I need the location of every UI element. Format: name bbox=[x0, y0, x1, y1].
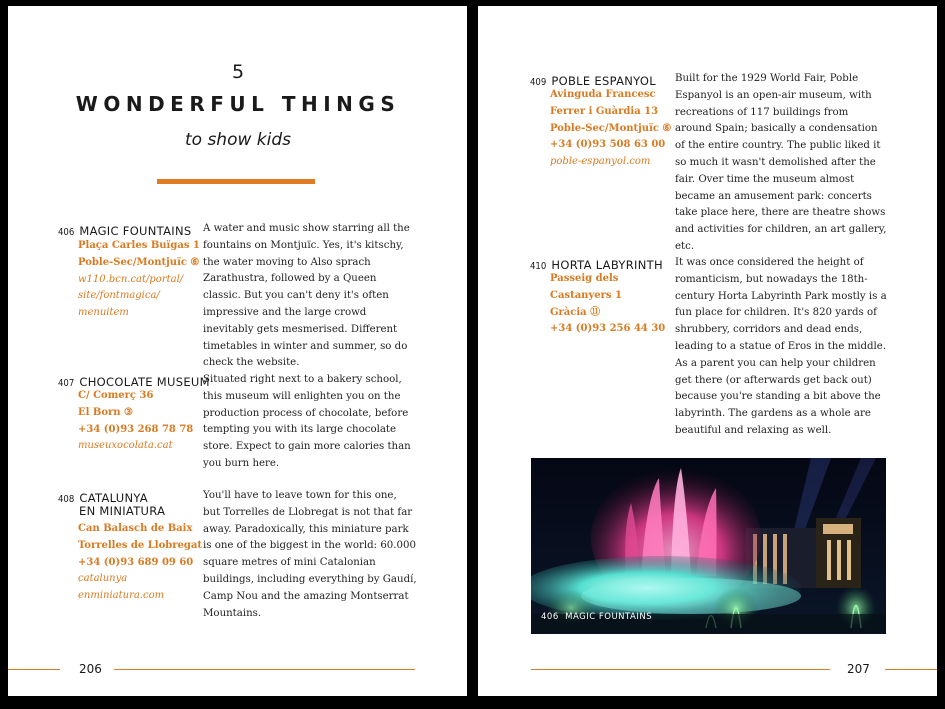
website-link[interactable]: poble-espanyol.com bbox=[550, 156, 651, 168]
entry-407-info bbox=[78, 388, 198, 455]
caption-text: MAGIC FOUNTAINS bbox=[565, 612, 653, 622]
entry-name: CATALUNYA bbox=[79, 491, 148, 505]
entry-410-info bbox=[550, 271, 672, 338]
entry-407-description: Situated right next to a bakery school, this museum will enlighten you on the production process of chocolate, before tempting you with its large chocolate store. Expect to gain more calories than you burn here. bbox=[203, 374, 411, 469]
address-line: Poble-Sec/Montjuïc ⑥ bbox=[78, 256, 200, 268]
address-line: Gràcia ⑪ bbox=[550, 306, 601, 318]
phone-number: +34 (0)93 508 63 00 bbox=[550, 139, 666, 151]
website-link[interactable]: museuxocolata.cat bbox=[78, 440, 173, 452]
entry-406-info bbox=[78, 238, 198, 322]
address-line: Passeig dels bbox=[550, 273, 619, 284]
entry-406-header bbox=[58, 220, 191, 239]
entry-name: HORTA LABYRINTH bbox=[551, 258, 663, 272]
entry-408-info bbox=[78, 521, 200, 605]
entry-number: 406 bbox=[58, 227, 75, 238]
phone-number: +34 (0)93 689 09 60 bbox=[78, 556, 194, 568]
photo-caption bbox=[541, 612, 652, 622]
page-number-left: 206 bbox=[79, 662, 102, 676]
entry-number: 407 bbox=[58, 378, 75, 389]
entry-409-description: Built for the 1929 World Fair, Poble Espanyol is an open-air museum, with recreations of 117 buildings from around Spain; basically a condensation of the entire country. The public liked it so much it wasn't demolished after the fair. Over time the museum almost became an amusement park: concerts take place here, there are theatre shows and activities for children, an art gallery, etc. bbox=[675, 73, 887, 252]
entry-name: CHOCOLATE MUSEUM bbox=[79, 375, 210, 389]
hero-underline bbox=[157, 179, 315, 184]
entry-number: 409 bbox=[530, 77, 547, 88]
website-link[interactable]: catalunya bbox=[78, 573, 128, 585]
entry-409-info bbox=[550, 87, 672, 171]
fountain-illustration bbox=[531, 458, 886, 634]
right-page bbox=[478, 6, 937, 696]
address-line: Can Balasch de Baix bbox=[78, 523, 193, 534]
entry-name: MAGIC FOUNTAINS bbox=[79, 224, 192, 238]
footer-rule bbox=[114, 669, 415, 670]
hero-number: 5 bbox=[231, 61, 245, 83]
hero-subtitle: to show kids bbox=[184, 130, 292, 150]
footer-rule bbox=[885, 669, 937, 670]
address-line: Castanyers 1 bbox=[550, 289, 622, 301]
footer-rule bbox=[531, 669, 830, 670]
entry-410-description: It was once considered the height of romanticism, but nowadays the 18th-century Horta Labyrinth Park mostly is a fun place for children. It's 820 yards of shrubbery, corridors and dead ends, leading to a statue of Eros in the middle. As a parent you can help your children get there (or afterwards get back out) because you're standing a bit above the labyrinth. The gardens as a whole are beautiful and relaxing as well. bbox=[675, 257, 887, 436]
entry-name-line2: EN MINIATURA bbox=[79, 504, 166, 518]
entry-number: 410 bbox=[530, 261, 547, 272]
left-page bbox=[8, 6, 467, 696]
address-line: Poble-Sec/Montjuïc ⑥ bbox=[550, 122, 672, 134]
entry-name: POBLE ESPANYOL bbox=[551, 74, 656, 88]
phone-number: +34 (0)93 256 44 30 bbox=[550, 323, 666, 335]
entry-number: 408 bbox=[58, 494, 75, 505]
address-line: El Born ③ bbox=[78, 406, 134, 418]
hero-title: WONDERFUL THINGS bbox=[75, 92, 401, 116]
caption-number: 406 bbox=[541, 612, 559, 622]
address-line: Torrelles de Llobregat bbox=[78, 539, 202, 551]
page-number-right: 207 bbox=[847, 662, 870, 676]
entry-408-description: You'll have to leave town for this one, but Torrelles de Llobregat is not that far away. Paradoxically, this miniature park is one of the biggest in the world: 60.000 square metres of mini Catalonian buildings, including everything by Gaudí, Camp Nou and the amazing Montserrat Mountains. bbox=[203, 490, 417, 619]
entry-406-description: A water and music show starring all the fountains on Montjuïc. Yes, it's kitschy, the water moving to Also sprach Zarathustra, followed by a Queen classic. But you can't deny it's often impressive and the large crowd inevitably gets mesmerised. Different timetables in winter and summer, so do check the website. bbox=[203, 223, 410, 369]
address-line: Avinguda Francesc bbox=[550, 89, 656, 100]
phone-number: +34 (0)93 268 78 78 bbox=[78, 423, 194, 435]
address-line: C/ Comerç 36 bbox=[78, 390, 154, 401]
website-link[interactable]: enminiatura.com bbox=[78, 590, 165, 602]
footer-rule bbox=[8, 669, 60, 670]
website-link[interactable]: menuitem bbox=[78, 307, 129, 319]
fountain-photo bbox=[531, 458, 886, 634]
website-link[interactable]: site/fontmagica/ bbox=[78, 290, 160, 302]
address-line: Plaça Carles Buïgas 1 bbox=[78, 240, 200, 251]
website-link[interactable]: w110.bcn.cat/portal/ bbox=[78, 273, 184, 285]
address-line: Ferrer i Guàrdia 13 bbox=[550, 105, 659, 117]
